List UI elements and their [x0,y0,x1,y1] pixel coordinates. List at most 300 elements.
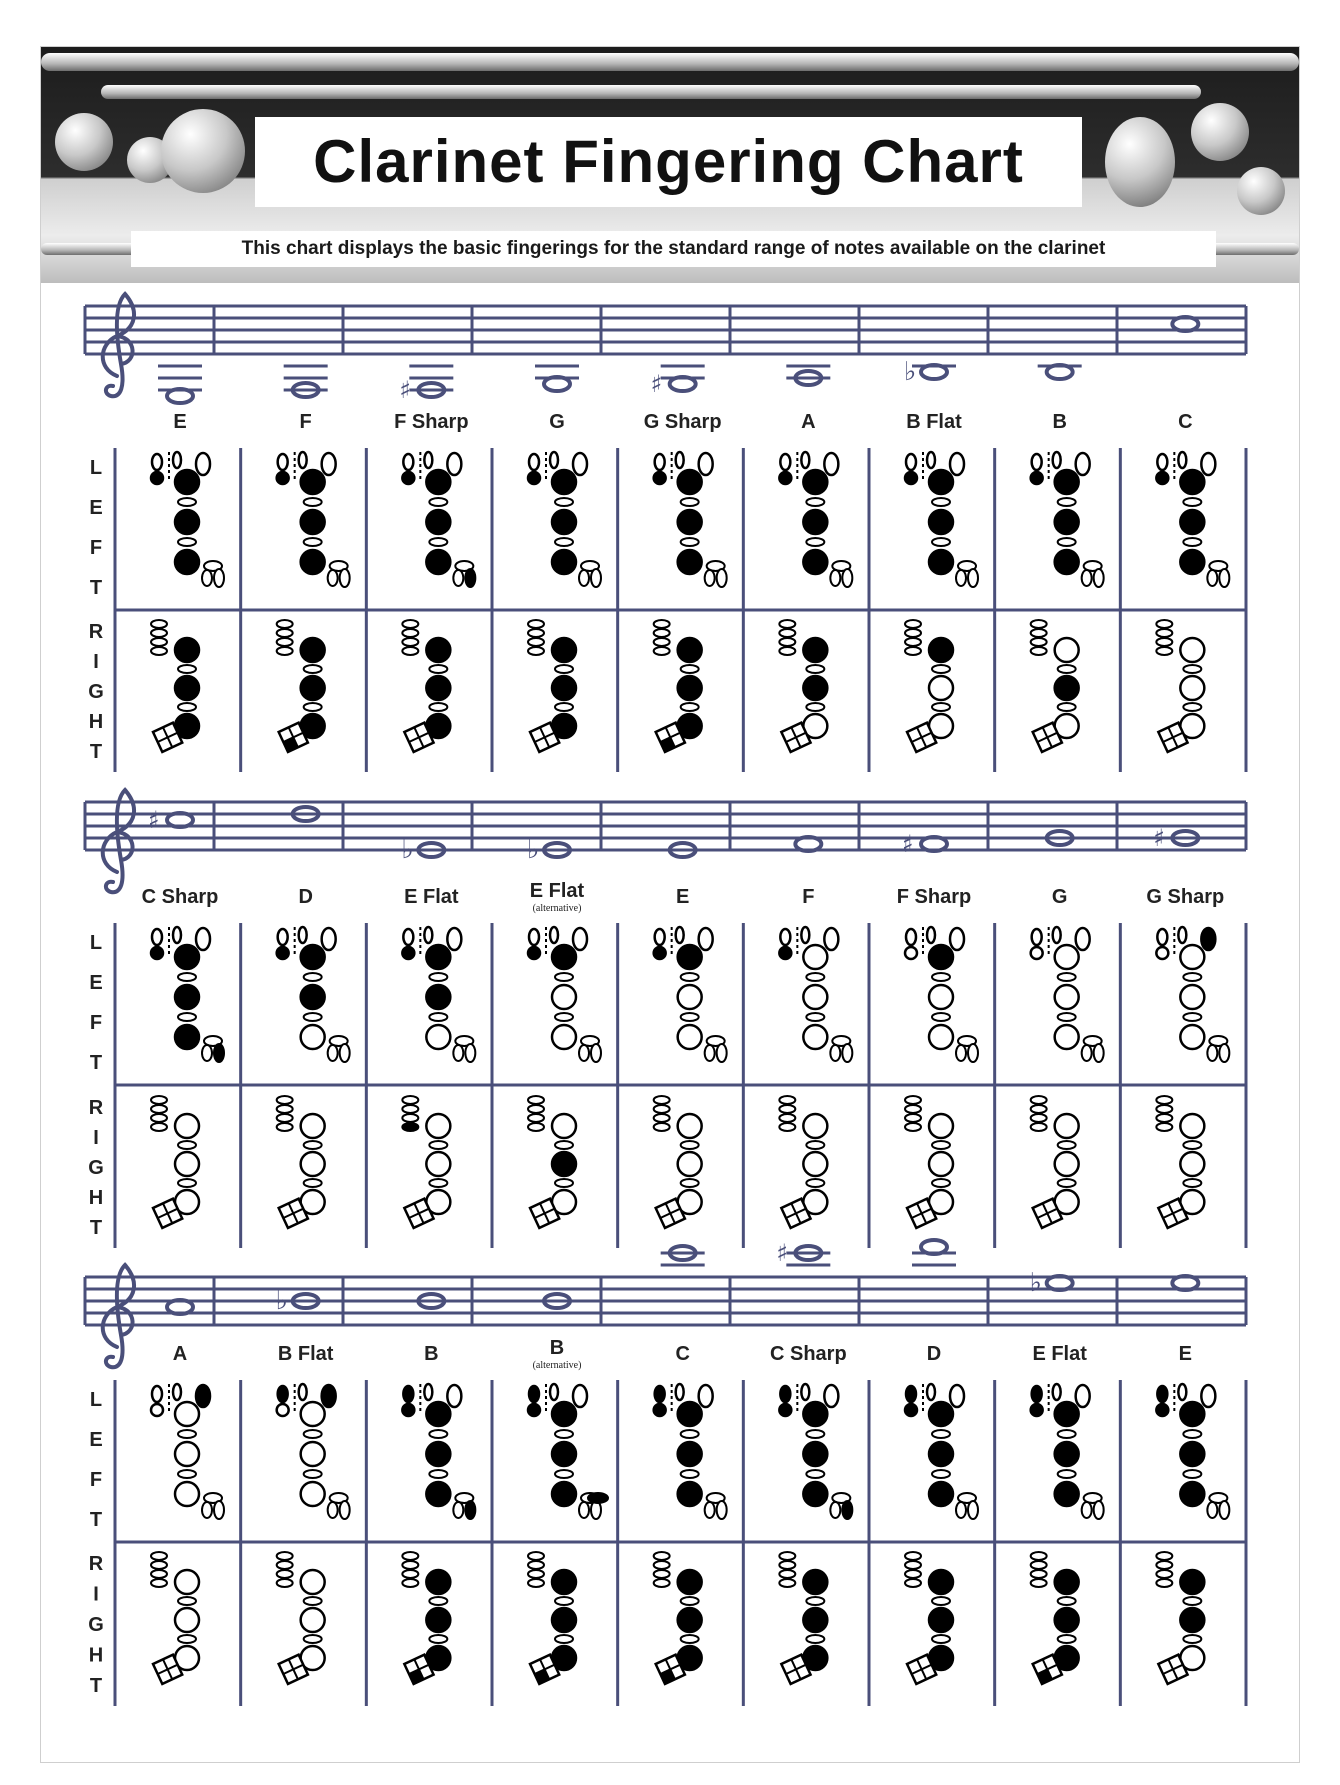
ring-key [681,1013,699,1021]
ring-key [681,498,699,506]
tone-hole [552,985,576,1009]
register-key [402,947,414,959]
a-key [1053,1384,1061,1400]
trill-key [779,1123,795,1131]
tone-hole [426,945,450,969]
sharp-sign: ♯ [776,1239,788,1267]
trill-key [277,629,293,637]
g-sharp-key [824,1385,838,1407]
register-key [151,472,163,484]
g-sharp-key [573,1385,587,1407]
note-column [904,357,978,752]
note-name: C [675,1343,690,1365]
trill-key [528,647,544,655]
g-sharp-key [950,928,964,950]
trill-key [1031,1114,1047,1122]
side-letter: T [89,1052,103,1074]
tone-hole [552,1402,576,1426]
note-column [644,366,727,752]
pinky-key [328,1502,338,1518]
a-key [173,927,181,943]
tone-hole [1180,1608,1204,1632]
note-name: A [801,411,816,433]
trill-key [1031,620,1047,628]
g-sharp-key [196,453,210,475]
tone-hole [1055,470,1079,494]
note-name: G [549,411,565,433]
ring-key [1058,1141,1076,1149]
ring-key [429,1430,447,1438]
tone-hole [1055,1482,1079,1506]
tone-hole [175,985,199,1009]
ring-key [429,1470,447,1478]
side-letter: H [88,711,104,733]
ring-key [429,1179,447,1187]
g-sharp-key [573,928,587,950]
thumb-key [529,929,539,945]
tone-hole [678,470,702,494]
note-name: B Flat [906,411,962,433]
tone-hole [1180,1442,1204,1466]
a-key [927,452,935,468]
ring-key [178,703,196,711]
tone-hole [175,1608,199,1632]
tone-hole [301,550,325,574]
pinky-key [214,1501,224,1519]
a-key [173,452,181,468]
treble-clef [103,790,134,892]
thumb-key [1157,929,1167,945]
register-key [779,947,791,959]
ring-key [178,1470,196,1478]
tone-hole [175,676,199,700]
side-letter: E [89,497,103,519]
ring-key [429,1141,447,1149]
trill-key [905,1114,921,1122]
tone-hole [678,1152,702,1176]
treble-clef [103,1265,134,1367]
tone-hole [426,1114,450,1138]
pinky-key [1207,1045,1217,1061]
thumb-key [278,1386,288,1402]
a-key [299,452,307,468]
trill-key [402,1105,418,1113]
tone-hole [803,1570,827,1594]
pinky-key [202,1502,212,1518]
tone-hole [552,1608,576,1632]
tone-hole [426,510,450,534]
pinky-key [830,1045,840,1061]
trill-key [905,629,921,637]
page-title: Clarinet Fingering Chart [313,128,1024,195]
trill-key [151,1123,167,1131]
flat-sign: ♭ [275,1286,288,1316]
pinky-key [842,569,852,587]
trill-key [1156,1552,1172,1560]
ring-key [806,498,824,506]
note-name: B Flat [277,1343,334,1365]
tone-hole [929,1570,953,1594]
pinky-key [465,1044,475,1062]
trill-key [1156,629,1172,637]
tone-hole [803,1482,827,1506]
g-sharp-key [699,928,713,950]
tone-hole [1180,1402,1204,1426]
page-subtitle: This chart displays the basic fingerings for the standard range of notes available on the clarinet [241,238,1106,259]
a-key [424,452,432,468]
pinky-key [453,1045,463,1061]
note-column [779,837,852,1228]
tone-hole [175,1402,199,1426]
side-letter: L [89,932,103,954]
register-key [779,1404,791,1416]
tone-hole [1180,945,1204,969]
ring-key [429,1635,447,1643]
tone-hole [678,945,702,969]
trill-key [151,620,167,628]
tone-hole [552,638,576,662]
tone-hole [803,1608,827,1632]
g-sharp-key [322,1385,336,1407]
tone-hole [175,945,199,969]
trill-key [654,1105,670,1113]
ring-key [304,703,322,711]
pinky-key [1094,1501,1104,1519]
pinky-key [956,570,966,586]
note-subtitle: (alternative) [532,903,582,914]
register-key [402,472,414,484]
a-key [676,452,684,468]
tone-hole [552,1442,576,1466]
tone-hole [1180,1152,1204,1176]
trill-key [905,1105,921,1113]
g-sharp-key [573,453,587,475]
tone-hole [426,470,450,494]
note-name: E [1178,1343,1193,1365]
tone-hole [929,510,953,534]
pinky-key [453,1502,463,1518]
side-letter: H [88,1187,104,1209]
tone-hole [426,638,450,662]
trill-key [905,1552,921,1560]
tone-hole [175,1152,199,1176]
ring-key [178,665,196,673]
trill-key [905,1579,921,1587]
ring-key [1183,538,1201,546]
tone-hole [426,985,450,1009]
tone-hole [301,1482,325,1506]
side-letter: E [89,972,103,994]
trill-key [528,1105,544,1113]
trill-key [1031,1105,1047,1113]
side-letter: I [93,651,99,673]
ring-key [932,703,950,711]
trill-key [1156,647,1172,655]
g-sharp-key [447,928,461,950]
pinky-key [968,1501,978,1519]
register-key [528,472,540,484]
section-1 [85,294,1246,772]
trill-key [151,1114,167,1122]
sharp-sign: ♯ [902,830,914,858]
thumb-key [529,454,539,470]
a-key [1178,927,1186,943]
tone-hole [552,550,576,574]
tone-hole [301,1402,325,1426]
register-key [905,472,917,484]
ring-key [806,1470,824,1478]
sharp-sign: ♯ [1153,824,1165,852]
a-key [927,927,935,943]
trill-key [277,620,293,628]
trill-key [1031,629,1047,637]
g-sharp-key [322,453,336,475]
trill-key [151,647,167,655]
register-key [277,1404,289,1416]
trill-key [402,1552,418,1560]
side-letter: T [89,1675,103,1697]
tone-hole [426,1442,450,1466]
ring-key [555,1141,573,1149]
thumb-key [655,454,665,470]
note-name: G Sharp [1146,886,1225,908]
note-column [654,843,727,1228]
ring-key [932,1430,950,1438]
trill-key [1156,1579,1172,1587]
register-key [1031,947,1043,959]
pinky-key [1082,570,1092,586]
trill-key [151,1096,167,1104]
ring-key [932,1179,950,1187]
g-sharp-key [1201,1385,1215,1407]
trill-key [528,1552,544,1560]
flat-sign: ♭ [527,835,540,865]
note-name: E [173,411,187,433]
ring-key [555,665,573,673]
tone-hole [803,1442,827,1466]
tone-hole [175,1570,199,1594]
trill-key [151,1552,167,1560]
g-sharp-key [824,453,838,475]
tone-hole [301,1152,325,1176]
ring-key [178,1597,196,1605]
trill-key [654,1570,670,1578]
ring-key [1058,1430,1076,1438]
thumb-key [1157,1386,1167,1402]
register-key [905,947,917,959]
ring-key [681,665,699,673]
ring-key [1183,1013,1201,1021]
g-sharp-key [1076,453,1090,475]
note-column [770,1239,852,1684]
trill-key [1156,1105,1172,1113]
tone-hole [1055,550,1079,574]
side-letter: G [88,1157,104,1179]
ring-key [1183,1470,1201,1478]
section-3 [85,1239,1246,1706]
ring-key [555,1597,573,1605]
ring-key [806,703,824,711]
note-name: B [549,1337,565,1359]
tone-hole [175,550,199,574]
ring-key [1058,1635,1076,1643]
trill-key [905,638,921,646]
thumb-key [403,454,413,470]
register-key [1031,472,1043,484]
trill-key [277,1561,293,1569]
thumb-key [403,1386,413,1402]
ring-key [1183,1430,1201,1438]
trill-key [277,647,293,655]
tone-hole [552,1114,576,1138]
tone-hole [426,676,450,700]
register-key [151,1404,163,1416]
g-sharp-key [1201,928,1215,950]
ring-key [178,498,196,506]
side-letter: G [88,1614,104,1636]
ring-key [178,1013,196,1021]
trill-key [779,1114,795,1122]
note-name: F [299,411,312,433]
ring-key [429,498,447,506]
ring-key [806,1141,824,1149]
tone-hole [678,676,702,700]
ring-key [555,973,573,981]
trill-key [151,1105,167,1113]
ring-key [932,973,950,981]
g-sharp-key [950,1385,964,1407]
a-key [676,1384,684,1400]
ring-key [806,1430,824,1438]
trill-key [905,620,921,628]
trill-key [277,1570,293,1578]
tone-hole [1055,1570,1079,1594]
pinky-key [705,1045,715,1061]
tone-hole [929,1608,953,1632]
tone-hole [803,510,827,534]
trill-key [402,1561,418,1569]
trill-key [277,638,293,646]
thumb-key [906,929,916,945]
side-letter: I [93,1127,99,1149]
ring-key [429,538,447,546]
tone-hole [175,1482,199,1506]
ring-key [806,1179,824,1187]
ring-key [304,665,322,673]
ring-key [1058,498,1076,506]
side-letter: H [88,1644,104,1667]
side-letter: T [89,1217,103,1239]
note-column [277,366,350,752]
tone-hole [552,1482,576,1506]
trill-key [1031,1123,1047,1131]
thumb-key [152,929,162,945]
pinky-key [340,1044,350,1062]
pinky-key [717,569,727,587]
g-sharp-key [447,453,461,475]
thumb-key [152,1386,162,1402]
tone-hole [678,1114,702,1138]
tone-hole [678,1025,702,1049]
ring-key [178,1141,196,1149]
ring-key [1058,1470,1076,1478]
trill-key [1031,1096,1047,1104]
trill-key [1031,1579,1047,1587]
pinky-key [465,1501,475,1519]
side-letter: I [93,1583,99,1606]
ring-key [806,973,824,981]
note-name: G [1051,886,1068,908]
ring-key [1058,1013,1076,1021]
trill-key [151,1579,167,1587]
a-key [550,1384,558,1400]
trill-key [528,1561,544,1569]
tone-hole [426,1570,450,1594]
pinky-key [717,1501,727,1519]
side-letter: R [88,1553,104,1575]
ring-key [304,1635,322,1643]
ring-key [304,1013,322,1021]
thumb-key [780,454,790,470]
pinky-key [465,569,475,587]
tone-hole [929,1114,953,1138]
tone-hole [929,470,953,494]
tone-hole [803,1402,827,1426]
trill-key [779,629,795,637]
thumb-key [278,929,288,945]
ring-key [1183,498,1201,506]
ring-key [1058,973,1076,981]
tone-hole [301,1114,325,1138]
tone-hole [175,470,199,494]
ring-key [555,1179,573,1187]
trill-key [1031,647,1047,655]
tone-hole [803,550,827,574]
side-letter: F [89,1012,103,1034]
note-name: B [424,1343,439,1365]
pinky-key [1082,1045,1092,1061]
tone-hole [426,1482,450,1506]
trill-key [1031,1570,1047,1578]
trill-key [402,620,418,628]
note-name: E [675,886,690,908]
tone-hole [175,1025,199,1049]
note-subtitle: (alternative) [532,1360,582,1371]
thumb-key [529,1386,539,1402]
section-2 [85,790,1246,1248]
ring-key [806,1597,824,1605]
thumb-key [1032,1386,1042,1402]
trill-key [402,638,418,646]
trill-key [402,1123,418,1131]
ring-key [429,665,447,673]
pinky-key [1207,1502,1217,1518]
tone-hole [552,945,576,969]
ring-key [1183,1597,1201,1605]
note-column [151,1300,224,1684]
tone-hole [678,1482,702,1506]
side-letter: E [89,1429,103,1451]
tone-hole [301,510,325,534]
trill-key [905,1096,921,1104]
note-name: C [1178,411,1193,433]
tone-hole [426,1152,450,1176]
pinky-key [579,570,589,586]
tone-hole [803,985,827,1009]
ring-key [178,538,196,546]
tone-hole [1055,1608,1079,1632]
ring-key [304,1470,322,1478]
